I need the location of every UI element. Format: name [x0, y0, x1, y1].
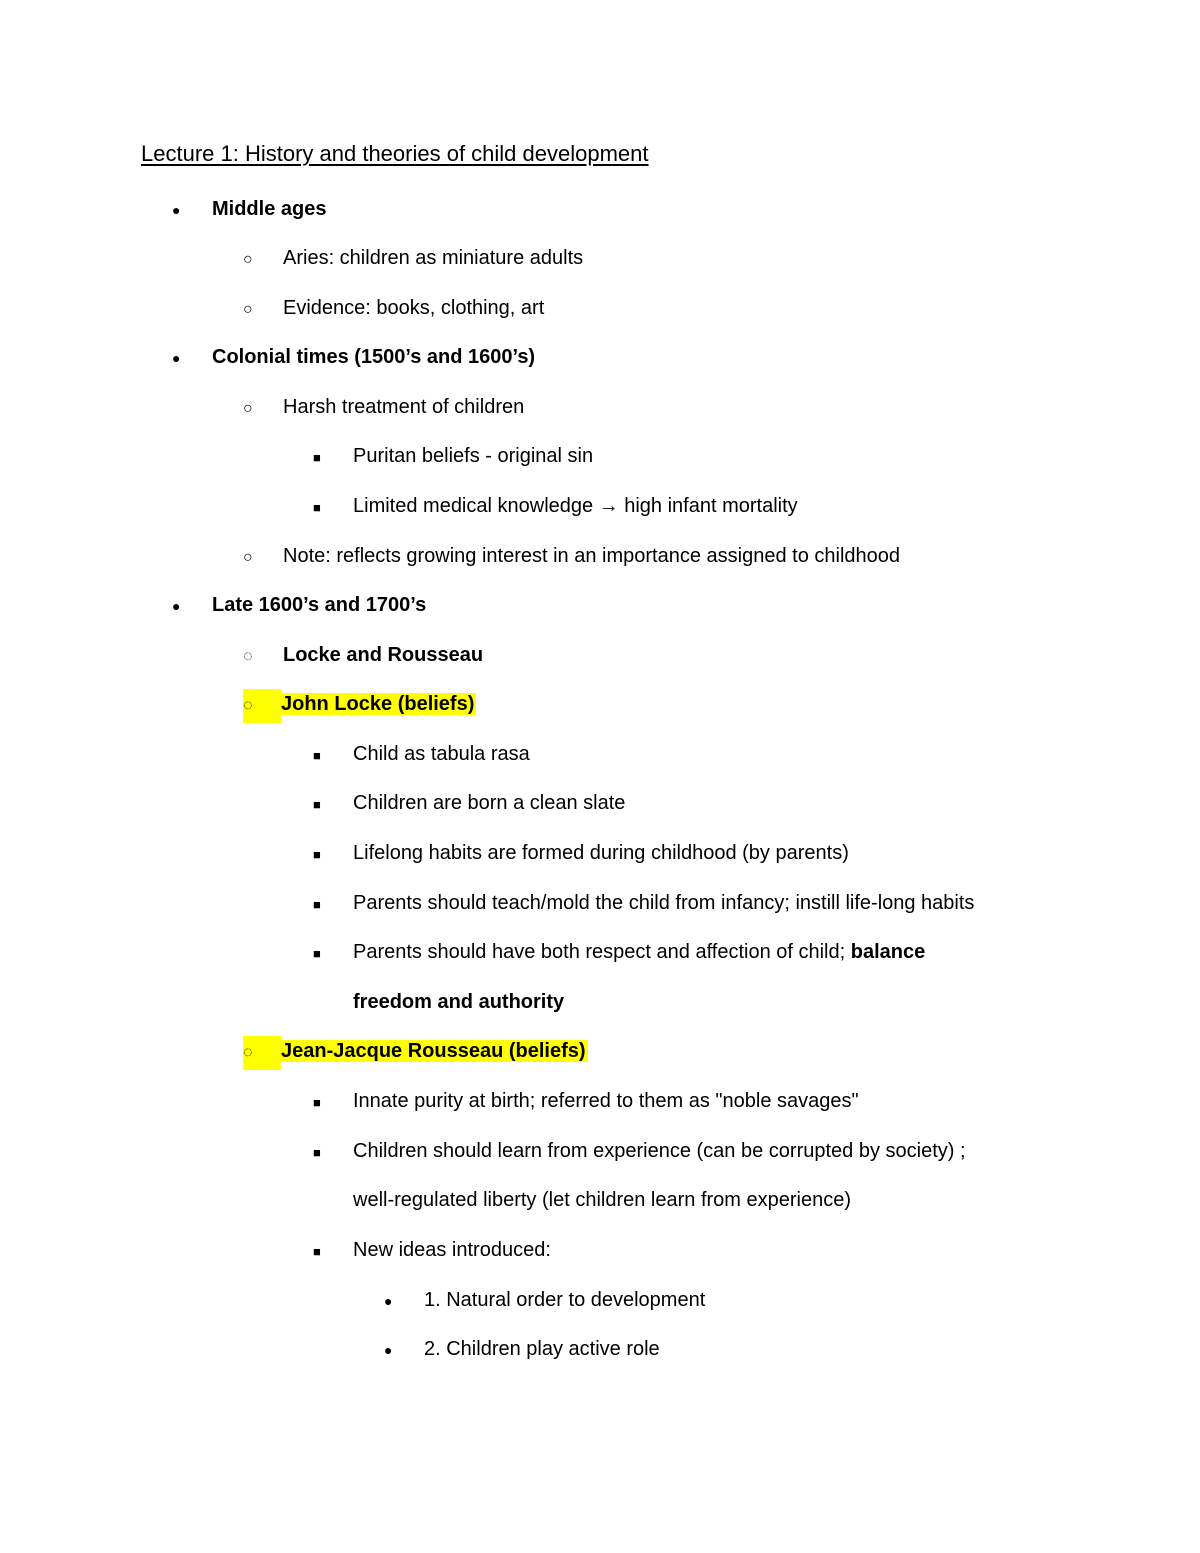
list-item-level3 — [313, 439, 593, 473]
bullet-icon: ● — [172, 598, 181, 614]
list-item-level2 — [243, 638, 483, 672]
item-text: New ideas introduced: — [353, 1239, 551, 1261]
list-item-level1 — [172, 340, 535, 374]
square-bullet-icon: ■ — [313, 748, 321, 763]
dotted-circle-bullet-icon: ◌ — [243, 648, 253, 665]
square-bullet-icon: ■ — [313, 1244, 321, 1259]
item-text: Lifelong habits are formed during childhood (by parents) — [353, 842, 849, 864]
circle-bullet-icon: ○ — [243, 251, 253, 268]
page-title: Lecture 1: History and theories of child development — [141, 141, 649, 166]
item-text: Parents should teach/mold the child from infancy; instill life-long habits — [353, 892, 975, 914]
list-item-level3 — [313, 489, 798, 523]
list-item-level4 — [384, 1283, 705, 1317]
square-bullet-icon: ■ — [313, 450, 321, 465]
item-text: Children should learn from experience (can be corrupted by society) ; — [353, 1140, 966, 1162]
item-text: Parents should have both respect and affection of child; — [353, 941, 846, 963]
dotted-circle-bullet-icon: ◌ — [243, 1036, 281, 1070]
list-item-level3 — [313, 886, 974, 920]
item-text: Child as tabula rasa — [353, 743, 530, 765]
list-item-level4 — [384, 1332, 660, 1366]
item-text: Late 1600’s and 1700’s — [212, 594, 427, 616]
item-text: Locke and Rousseau — [283, 644, 484, 666]
bullet-icon: ● — [172, 350, 181, 366]
item-text: Middle ages — [212, 198, 327, 220]
item-text: Jean-Jacque Rousseau (beliefs) — [281, 1040, 586, 1062]
square-bullet-icon: ■ — [313, 1095, 321, 1110]
item-text-continuation: well-regulated liberty (let children learn from experience) — [353, 1189, 851, 1211]
item-text: Children are born a clean slate — [353, 792, 626, 814]
item-text: Colonial times (1500’s and 1600’s) — [212, 346, 536, 368]
square-bullet-icon: ■ — [313, 897, 321, 912]
circle-bullet-icon: ○ — [243, 549, 253, 566]
item-text: 1. Natural order to development — [424, 1289, 706, 1311]
list-item-level3 — [313, 1233, 551, 1267]
list-item-level2 — [243, 241, 583, 275]
item-text-continuation: freedom and authority — [353, 991, 565, 1013]
item-text: Puritan beliefs - original sin — [353, 445, 594, 467]
bullet-icon: ● — [384, 1293, 393, 1309]
list-item-level3 — [313, 737, 530, 771]
list-item-level3 — [313, 1084, 859, 1118]
list-item-level3 — [313, 1134, 966, 1168]
bullet-icon: ● — [384, 1342, 393, 1358]
square-bullet-icon: ■ — [313, 500, 321, 515]
square-bullet-icon: ■ — [313, 847, 321, 862]
circle-bullet-icon: ○ — [243, 301, 253, 318]
square-bullet-icon: ■ — [313, 797, 321, 812]
list-item-level2-highlighted — [243, 687, 476, 721]
list-item-level1 — [172, 588, 426, 622]
circle-bullet-icon: ○ — [243, 400, 253, 417]
square-bullet-icon: ■ — [313, 946, 321, 961]
item-text: John Locke (beliefs) — [281, 693, 475, 715]
item-text: Evidence: books, clothing, art — [283, 297, 545, 319]
item-text-bold: balance — [850, 941, 926, 963]
list-item-level2 — [243, 539, 900, 573]
item-text: Harsh treatment of children — [283, 396, 525, 418]
item-text: Aries: children as miniature adults — [283, 247, 584, 269]
item-text: Limited medical knowledge → high infant mortality — [353, 495, 798, 517]
list-item-level3 — [313, 786, 625, 820]
item-text: Note: reflects growing interest in an importance assigned to childhood — [283, 545, 901, 567]
item-text: Innate purity at birth; referred to them as "noble savages" — [353, 1090, 859, 1112]
list-item-level2 — [243, 291, 544, 325]
list-item-level2-highlighted — [243, 1034, 588, 1068]
dotted-circle-bullet-icon: ◌ — [243, 689, 281, 723]
list-item-level3 — [313, 935, 925, 969]
bullet-icon: ● — [172, 202, 181, 218]
list-item-level2 — [243, 390, 524, 424]
item-text: 2. Children play active role — [424, 1338, 660, 1360]
square-bullet-icon: ■ — [313, 1145, 321, 1160]
list-item-level3 — [313, 836, 849, 870]
list-item-level1 — [172, 192, 326, 226]
